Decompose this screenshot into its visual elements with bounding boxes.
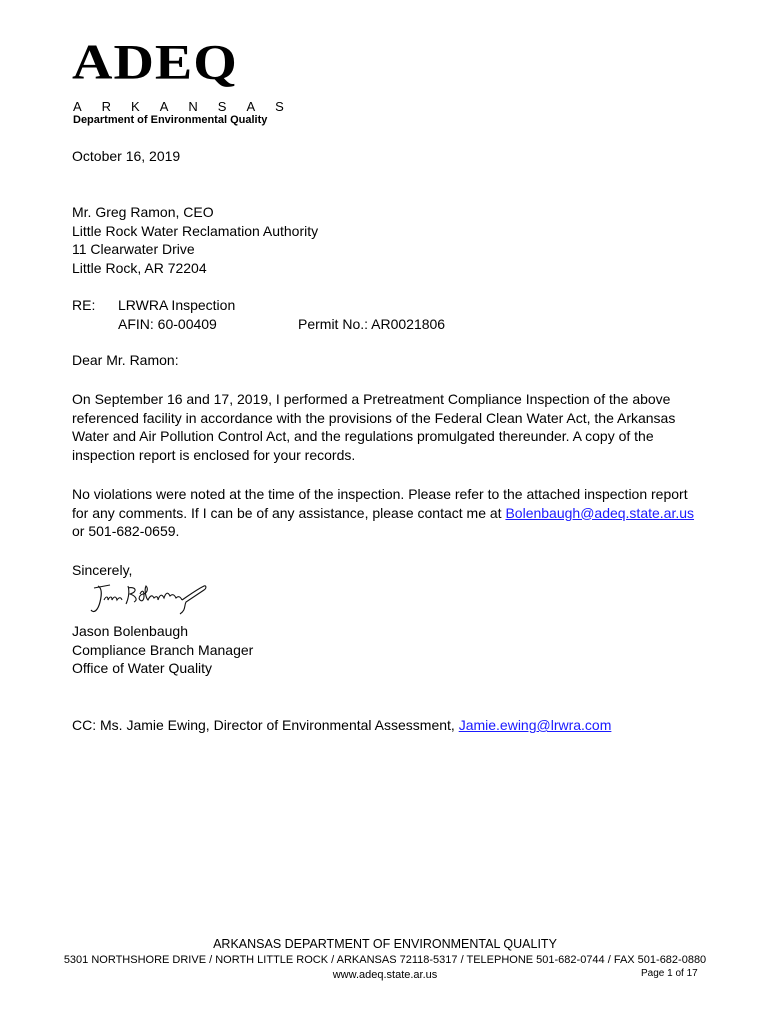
re-label: RE: xyxy=(72,297,96,313)
footer-address: 5301 NORTHSHORE DRIVE / NORTH LITTLE ROCK / ARKANSAS 72118-5317 / TELEPHONE 501-682-0744 / FAX 501-682-0880 xyxy=(63,954,707,966)
recipient-city: Little Rock, AR 72204 xyxy=(72,259,207,276)
paragraph-2-line xyxy=(72,504,694,523)
paragraph-1-line: referenced facility in accordance with the provisions of the Federal Clean Water Act, the Arkansas xyxy=(72,409,676,426)
cc-email-link[interactable]: Jamie.ewing@lrwra.com xyxy=(458,717,612,733)
cc-line xyxy=(72,716,611,735)
paragraph-1-line: inspection report is enclosed for your records. xyxy=(72,446,356,463)
signer-office: Office of Water Quality xyxy=(72,660,213,677)
recipient-organization: Little Rock Water Reclamation Authority xyxy=(72,222,319,239)
logo-department-name: Department of Environmental Quality xyxy=(73,114,268,126)
logo-state-name: ARKANSAS xyxy=(73,99,304,114)
contact-email-link[interactable]: Bolenbaugh@adeq.state.ar.us xyxy=(505,504,695,521)
letter-date: October 16, 2019 xyxy=(72,148,181,164)
salutation: Dear Mr. Ramon: xyxy=(72,352,179,368)
signer-name: Jason Bolenbaugh xyxy=(72,623,188,639)
paragraph-1-line: On September 16 and 17, 2019, I performed a Pretreatment Compliance Inspection of the above xyxy=(72,391,671,407)
paragraph-2-text: for any comments. If I can be of any assistance, please contact me at xyxy=(72,504,506,521)
footer-agency: ARKANSAS DEPARTMENT OF ENVIRONMENTAL QUALITY xyxy=(213,937,557,951)
re-permit-number: Permit No.: AR0021806 xyxy=(298,315,446,332)
recipient-street: 11 Clearwater Drive xyxy=(72,241,195,258)
signer-title: Compliance Branch Manager xyxy=(72,641,254,658)
paragraph-2-line: or 501-682-0659. xyxy=(72,523,180,540)
closing: Sincerely, xyxy=(72,562,133,578)
cc-text: CC: Ms. Jamie Ewing, Director of Environmental Assessment, xyxy=(72,717,459,733)
handwritten-signature xyxy=(88,582,218,618)
footer-website: www.adeq.state.ar.us xyxy=(332,969,438,981)
re-afin: AFIN: 60-00409 xyxy=(118,315,217,332)
recipient-name: Mr. Greg Ramon, CEO xyxy=(72,204,214,220)
paragraph-2-line: No violations were noted at the time of the inspection. Please refer to the attached inspection report xyxy=(72,486,688,502)
page-number: Page 1 of 17 xyxy=(641,968,698,979)
paragraph-1-line: Water and Air Pollution Control Act, and the regulations promulgated thereunder. A copy of the xyxy=(72,428,654,445)
adeq-logo: ADEQ xyxy=(72,35,238,90)
re-subject: LRWRA Inspection xyxy=(118,297,236,313)
